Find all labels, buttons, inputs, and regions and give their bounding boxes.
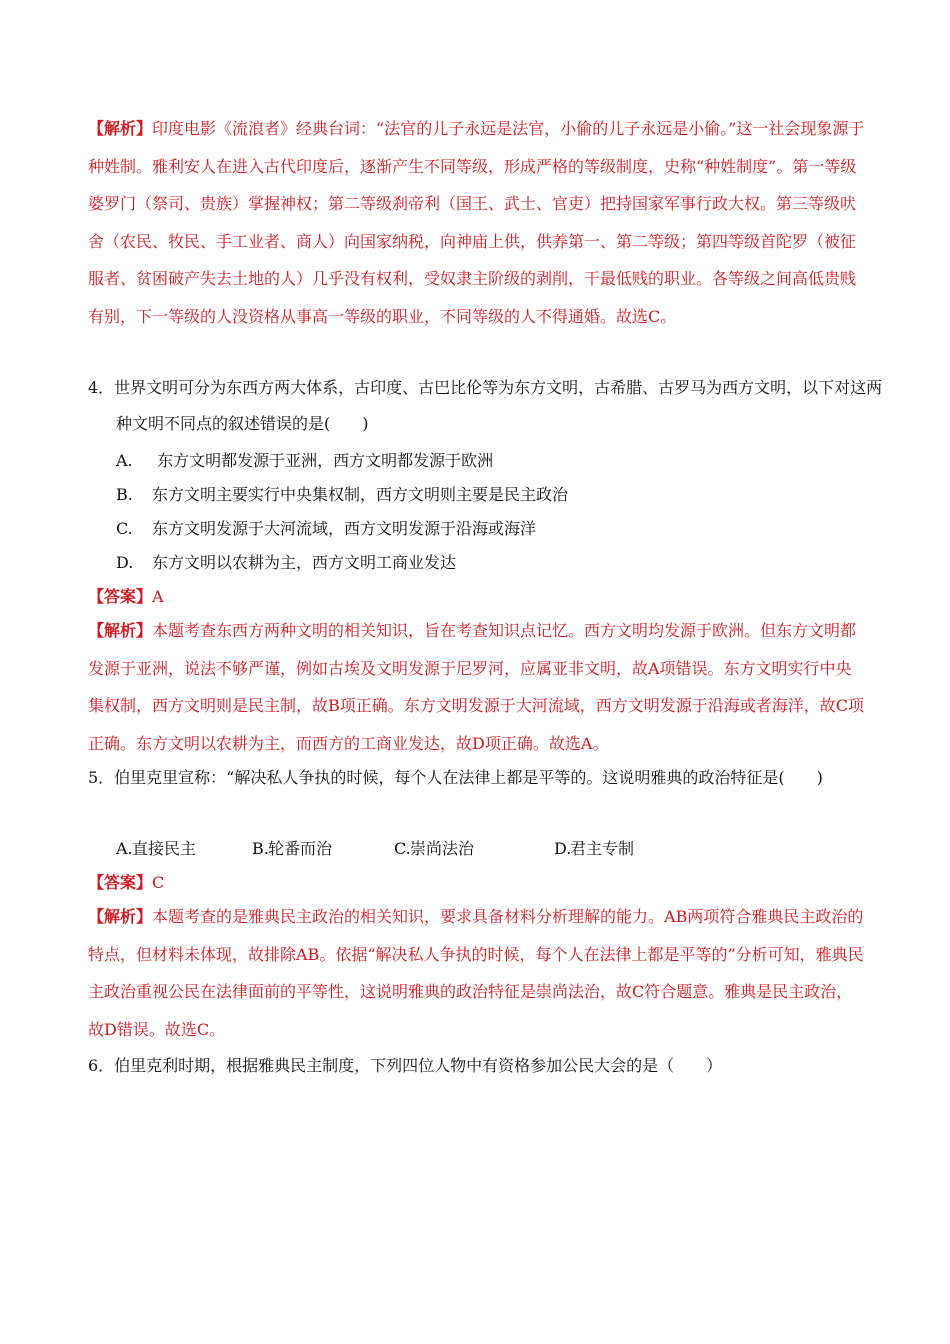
q5-answer xyxy=(88,866,164,900)
option-key: C. xyxy=(116,519,133,538)
option-text: 轮番而治 xyxy=(268,839,333,858)
analysis-tag: 【解析】 xyxy=(88,621,153,640)
analysis-text: 本题考查的是雅典民主政治的相关知识，要求具备材料分析理解的能力。AB两项符合雅典民主政治的特点，但材料未体现，故排除AB。依据“解决私人争执的时候，每个人在法律上都是平等的”分析可知，雅典民主政治重视公民在法律面前的平等性，这说明雅典的政治特征是崇尚法治，故C符合题意。雅典是民主政治，故D错误。故选C。 xyxy=(88,907,864,1039)
question-6-stem: 6．伯里克利时期，根据雅典民主制度，下列四位人物中有资格参加公民大会的是（ ） xyxy=(88,1056,723,1075)
analysis-text: 印度电影《流浪者》经典台词：“法官的儿子永远是法官，小偷的儿子永远是小偷。”这一社会现象源于种姓制。雅利安人在进入古代印度后，逐渐产生不同等级，形成严格的等级制度，史称“种姓制度”。第一等级婆罗门（祭司、贵族）掌握神权；第二等级刹帝利（国王、武士、官吏）把持国家军事行政大权。第三等级吠舍（农民、牧民、手工业者、商人）向国家纳税，向神庙上供，供养第一、第二等级；第四等级首陀罗（被征服者、贫困破产失去土地的人）几乎没有权利，受奴隶主阶级的剥削，干最低贱的职业。各等级之间高低贵贱有别，下一等级的人没资格从事高一等级的职业，不同等级的人不得通婚。故选C。 xyxy=(88,119,865,326)
option-text: 东方文明主要实行中央集权制，西方文明则主要是民主政治 xyxy=(152,485,569,504)
option-key: D. xyxy=(116,553,134,572)
answer-value: C xyxy=(152,873,165,892)
question-4-stem: 4．世界文明可分为东西方两大体系，古印度、古巴比伦等为东方文明，古希腊、古罗马为西方文明，以下对这两种文明不同点的叙述错误的是( ) xyxy=(88,378,883,433)
option-text: 东方文明都发源于亚洲，西方文明都发源于欧洲 xyxy=(152,451,494,470)
option-key: A. xyxy=(116,451,133,470)
answer-tag: 【答案】 xyxy=(88,587,153,606)
answer-tag: 【答案】 xyxy=(88,873,153,892)
q4-option-d xyxy=(116,546,456,580)
analysis-tag: 【解析】 xyxy=(88,119,153,138)
option-key: C. xyxy=(394,839,411,858)
option-text: 东方文明发源于大河流域，西方文明发源于沿海或海洋 xyxy=(152,519,537,538)
q5-analysis xyxy=(88,898,866,1048)
option-key: D. xyxy=(554,839,572,858)
q5-option-d xyxy=(554,832,635,866)
q4-analysis xyxy=(88,612,866,762)
option-text: 直接民主 xyxy=(132,839,197,858)
analysis-paragraph-q3 xyxy=(88,110,866,335)
option-key: A. xyxy=(116,839,133,858)
question-5-stem: 5．伯里克里宣称：“解决私人争执的时候，每个人在法律上都是平等的。这说明雅典的政治特征是( ) xyxy=(88,768,823,787)
q5-option-a xyxy=(116,832,197,866)
answer-value: A xyxy=(152,587,164,606)
q5-option-b xyxy=(252,832,333,866)
q5-option-c xyxy=(394,832,475,866)
q4-answer xyxy=(88,580,164,614)
option-text: 东方文明以农耕为主，西方文明工商业发达 xyxy=(152,553,457,572)
q4-option-b xyxy=(116,478,568,512)
analysis-text: 本题考查东西方两种文明的相关知识，旨在考查知识点记忆。西方文明均发源于欧洲。但东方文明都发源于亚洲，说法不够严谨，例如古埃及文明发源于尼罗河，应属亚非文明，故A项错误。东方文明实行中央集权制，西方文明则是民主制，故B项正确。东方文明发源于大河流域，西方文明发源于沿海或者海洋，故C项正确。东方文明以农耕为主，而西方的工商业发达，故D项正确。故选A。 xyxy=(88,621,865,753)
analysis-tag: 【解析】 xyxy=(88,907,153,926)
option-text: 君主专制 xyxy=(570,839,635,858)
option-key: B. xyxy=(252,839,269,858)
q4-option-c xyxy=(116,512,536,546)
q4-option-a xyxy=(116,444,493,478)
option-key: B. xyxy=(116,485,133,504)
option-text: 崇尚法治 xyxy=(410,839,475,858)
